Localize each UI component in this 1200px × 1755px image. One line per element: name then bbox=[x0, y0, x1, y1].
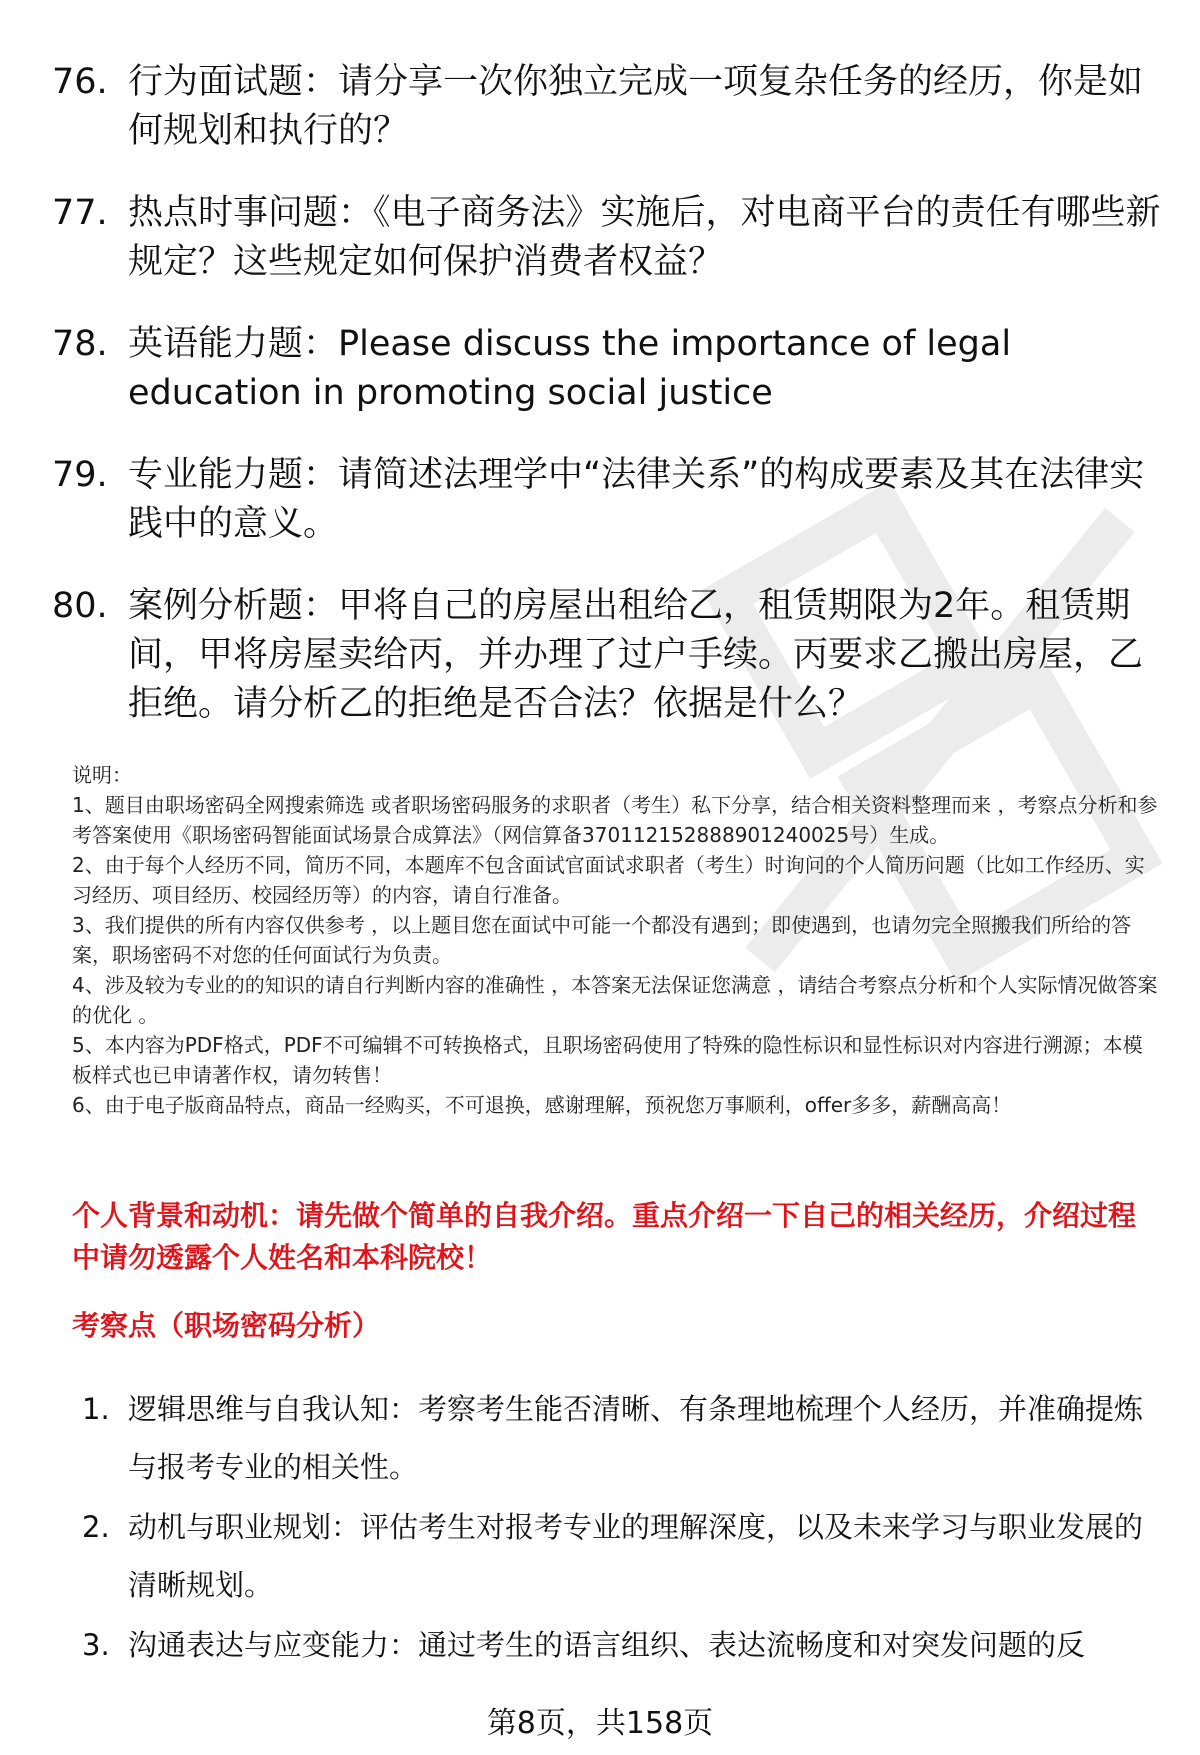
question-number: 76. bbox=[52, 62, 108, 102]
note-item: 3、我们提供的所有内容仅供参考 ，以上题目您在面试中可能一个都没有遇到；即使遇到，也请勿完全照搬我们所给的答案，职场密码不对您的任何面试行为负责。 bbox=[72, 913, 1132, 967]
question-number: 79. bbox=[52, 455, 108, 495]
intro-question: 个人背景和动机：请先做个简单的自我介绍。重点介绍一下自己的相关经历，介绍过程中请勿透露个人姓名和本科院校！ bbox=[72, 1199, 1137, 1274]
question-list bbox=[52, 58, 1172, 762]
notes-title: 说明： bbox=[72, 763, 132, 787]
note-item: 6、由于电子版商品特点，商品一经购买，不可退换，感谢理解，预祝您万事顺利，offer多多，薪酬高高！ bbox=[72, 1093, 1012, 1117]
note-item: 4、涉及较为专业的的知识的请自行判断内容的准确性 ，本答案无法保证您满意 ，请结合考察点分析和个人实际情况做答案的优化 。 bbox=[72, 973, 1158, 1027]
question-item bbox=[52, 320, 1172, 418]
exam-point-text: 动机与职业规划：评估考生对报考专业的理解深度，以及未来学习与职业发展的清晰规划。 bbox=[128, 1510, 1144, 1602]
question-item bbox=[52, 451, 1172, 549]
question-item bbox=[52, 58, 1172, 156]
exam-points-heading: 考察点（职场密码分析） bbox=[72, 1309, 381, 1342]
note-item: 1、题目由职场密码全网搜索筛选 或者职场密码服务的求职者（考生）私下分享，结合相关资料整理而来 ，考察点分析和参考答案使用《职场密码智能面试场景合成算法》（网信算备370112152888901240025号）生成。 bbox=[72, 793, 1158, 847]
question-item bbox=[52, 582, 1172, 729]
exam-point-text: 逻辑思维与自我认知：考察考生能否清晰、有条理地梳理个人经历，并准确提炼与报考专业的相关性。 bbox=[128, 1392, 1144, 1484]
exam-point-number: 2. bbox=[82, 1510, 110, 1544]
note-item: 2、由于每个人经历不同，简历不同，本题库不包含面试官面试求职者（考生）时询问的个人简历问题（比如工作经历、实习经历、项目经历、校园经历等）的内容，请自行准备。 bbox=[72, 853, 1145, 907]
question-text: 案例分析题：甲将自己的房屋出租给乙，租赁期限为2年。租赁期间，甲将房屋卖给丙，并办理了过户手续。丙要求乙搬出房屋，乙拒绝。请分析乙的拒绝是否合法？依据是什么？ bbox=[128, 586, 1144, 724]
exam-point-text: 沟通表达与应变能力：通过考生的语言组织、表达流畅度和对突发问题的反 bbox=[128, 1628, 1086, 1662]
exam-point-item bbox=[82, 1380, 1162, 1496]
exam-point-item bbox=[82, 1616, 1162, 1674]
question-text: 热点时事问题：《电子商务法》实施后，对电商平台的责任有哪些新规定？这些规定如何保护消费者权益？ bbox=[128, 193, 1161, 282]
question-text: 英语能力题：Please discuss the importance of legal education in promoting social justice bbox=[128, 324, 1012, 413]
notes-section bbox=[72, 760, 1162, 1120]
question-number: 80. bbox=[52, 586, 108, 626]
exam-point-number: 1. bbox=[82, 1392, 110, 1426]
question-item bbox=[52, 189, 1172, 287]
question-number: 77. bbox=[52, 193, 108, 233]
question-text: 行为面试题：请分享一次你独立完成一项复杂任务的经历，你是如何规划和执行的？ bbox=[128, 62, 1144, 151]
exam-point-number: 3. bbox=[82, 1628, 110, 1662]
question-number: 78. bbox=[52, 324, 108, 364]
exam-point-item bbox=[82, 1498, 1162, 1614]
question-text: 专业能力题：请简述法理学中“法律关系”的构成要素及其在法律实践中的意义。 bbox=[128, 455, 1145, 544]
page-footer: 第8页，共158页 bbox=[486, 1706, 714, 1741]
exam-points-list bbox=[82, 1380, 1162, 1676]
note-item: 5、本内容为PDF格式，PDF不可编辑不可转换格式，且职场密码使用了特殊的隐性标识和显性标识对内容进行溯源；本模板样式也已申请著作权，请勿转售！ bbox=[72, 1033, 1143, 1087]
